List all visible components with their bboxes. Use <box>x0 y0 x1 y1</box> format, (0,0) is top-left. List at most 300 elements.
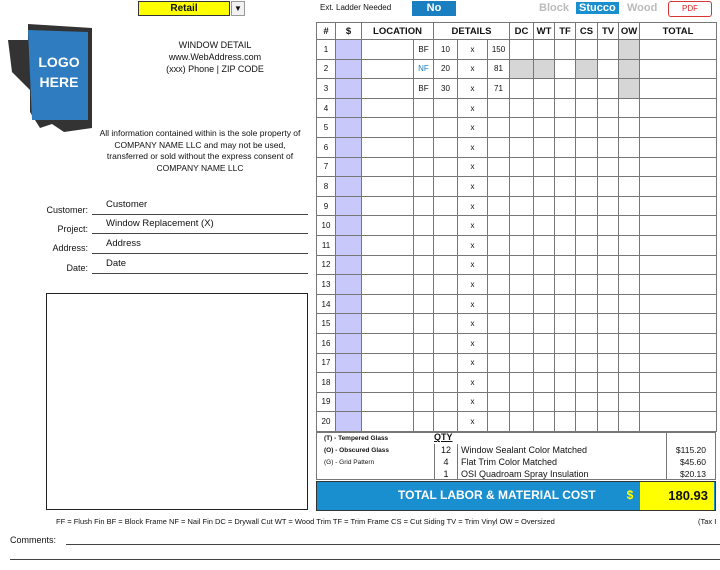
row-dc-cell <box>510 255 534 275</box>
row-number[interactable]: 17 <box>317 353 336 373</box>
row-frame-type[interactable] <box>414 373 434 393</box>
row-location-cell <box>362 235 414 255</box>
row-height[interactable]: 81 <box>488 59 510 79</box>
disclaimer-text: All information contained within is the sole property of COMPANY NAME LLC and may not be used, transferred or sold without the express consent of COMPANY NAME LLC <box>99 128 301 173</box>
row-location-cell <box>362 137 414 157</box>
material-block-option[interactable]: Block <box>539 2 569 14</box>
col-header-dollar: $ <box>336 23 362 40</box>
row-x-sep[interactable]: x <box>458 137 488 157</box>
row-width[interactable] <box>434 216 458 236</box>
row-total-cell <box>640 59 717 79</box>
table-row <box>317 59 717 79</box>
table-row <box>317 157 717 177</box>
row-number[interactable]: 3 <box>317 79 336 99</box>
address-field[interactable]: Address <box>92 235 308 254</box>
row-frame-type[interactable] <box>414 314 434 334</box>
row-wt-cell <box>534 275 555 295</box>
row-height[interactable] <box>488 275 510 295</box>
table-row <box>317 177 717 197</box>
col-header-dc: DC <box>510 23 534 40</box>
row-wt-cell <box>534 98 555 118</box>
row-dc-cell <box>510 98 534 118</box>
row-tf-cell <box>555 373 576 393</box>
row-dollar-cell[interactable] <box>336 314 362 334</box>
table-row <box>317 196 717 216</box>
row-tf-cell <box>555 137 576 157</box>
row-location-cell <box>362 373 414 393</box>
row-dc-cell <box>510 137 534 157</box>
col-header-location: LOCATION <box>362 23 434 40</box>
row-number[interactable]: 8 <box>317 177 336 197</box>
row-x-sep[interactable]: x <box>458 353 488 373</box>
row-ow-cell <box>619 412 640 432</box>
table-row <box>317 216 717 236</box>
row-height[interactable] <box>488 373 510 393</box>
project-field[interactable]: Window Replacement (X) <box>92 215 308 234</box>
table-row <box>317 314 717 334</box>
row-number[interactable]: 4 <box>317 98 336 118</box>
row-tf-cell <box>555 40 576 60</box>
extra-item-price: $20.13 <box>680 469 706 479</box>
row-dollar-cell[interactable] <box>336 235 362 255</box>
row-dollar-cell[interactable] <box>336 392 362 412</box>
row-wt-cell <box>534 412 555 432</box>
row-frame-type[interactable] <box>414 275 434 295</box>
row-dollar-cell[interactable] <box>336 79 362 99</box>
currency-symbol: $ <box>626 488 634 502</box>
row-number[interactable]: 13 <box>317 275 336 295</box>
row-cs-cell <box>576 373 598 393</box>
row-total-cell <box>640 353 717 373</box>
row-height[interactable] <box>488 157 510 177</box>
row-number[interactable]: 19 <box>317 392 336 412</box>
row-tv-cell <box>598 137 619 157</box>
row-dollar-cell[interactable] <box>336 333 362 353</box>
row-location-cell <box>362 353 414 373</box>
row-height[interactable] <box>488 314 510 334</box>
total-value: 180.93 <box>640 482 714 510</box>
row-frame-type[interactable] <box>414 177 434 197</box>
table-row <box>317 235 717 255</box>
row-number[interactable]: 10 <box>317 216 336 236</box>
row-dollar-cell[interactable] <box>336 40 362 60</box>
row-dollar-cell[interactable] <box>336 412 362 432</box>
row-wt-cell <box>534 196 555 216</box>
row-dollar-cell[interactable] <box>336 118 362 138</box>
row-ow-cell <box>619 216 640 236</box>
row-cs-cell <box>576 353 598 373</box>
row-number[interactable]: 14 <box>317 294 336 314</box>
row-number[interactable]: 2 <box>317 59 336 79</box>
row-location-cell <box>362 216 414 236</box>
row-x-sep[interactable]: x <box>458 196 488 216</box>
row-tv-cell <box>598 255 619 275</box>
row-frame-type[interactable] <box>414 137 434 157</box>
row-height[interactable] <box>488 196 510 216</box>
row-tv-cell <box>598 294 619 314</box>
row-dollar-cell[interactable] <box>336 98 362 118</box>
row-dollar-cell[interactable] <box>336 196 362 216</box>
row-width[interactable] <box>434 98 458 118</box>
row-location-cell <box>362 40 414 60</box>
sketch-area[interactable] <box>46 293 308 510</box>
row-dollar-cell[interactable] <box>336 353 362 373</box>
row-location-cell <box>362 255 414 275</box>
row-tv-cell <box>598 196 619 216</box>
extra-item-name: OSI Quadroam Spray Insulation <box>461 469 589 479</box>
col-header-total: TOTAL <box>640 23 717 40</box>
legend-tempered: (T) - Tempered Glass <box>324 435 389 442</box>
row-width[interactable] <box>434 177 458 197</box>
row-tf-cell <box>555 294 576 314</box>
row-x-sep[interactable]: x <box>458 59 488 79</box>
row-total-cell <box>640 79 717 99</box>
row-height[interactable] <box>488 392 510 412</box>
row-wt-cell <box>534 177 555 197</box>
row-location-cell <box>362 177 414 197</box>
row-width[interactable] <box>434 412 458 432</box>
col-header-tv: TV <box>598 23 619 40</box>
row-tf-cell <box>555 412 576 432</box>
row-height[interactable] <box>488 255 510 275</box>
row-ow-cell <box>619 353 640 373</box>
row-frame-type[interactable]: BF <box>414 79 434 99</box>
row-dc-cell <box>510 235 534 255</box>
row-number[interactable]: 18 <box>317 373 336 393</box>
row-frame-type[interactable] <box>414 255 434 275</box>
row-number[interactable]: 15 <box>317 314 336 334</box>
row-dc-cell <box>510 40 534 60</box>
col-header-tf: TF <box>555 23 576 40</box>
row-width[interactable]: 20 <box>434 59 458 79</box>
row-number[interactable]: 6 <box>317 137 336 157</box>
row-frame-type[interactable] <box>414 196 434 216</box>
row-cs-cell <box>576 216 598 236</box>
row-number[interactable]: 7 <box>317 157 336 177</box>
row-total-cell <box>640 294 717 314</box>
row-number[interactable]: 5 <box>317 118 336 138</box>
row-height[interactable] <box>488 412 510 432</box>
row-tf-cell <box>555 333 576 353</box>
comments-line-2[interactable] <box>10 559 720 560</box>
row-x-sep[interactable]: x <box>458 157 488 177</box>
row-frame-type[interactable] <box>414 216 434 236</box>
row-width[interactable]: 30 <box>434 79 458 99</box>
row-x-sep[interactable]: x <box>458 216 488 236</box>
row-location-cell <box>362 157 414 177</box>
row-tf-cell <box>555 235 576 255</box>
row-dollar-cell[interactable] <box>336 177 362 197</box>
row-tv-cell <box>598 314 619 334</box>
row-x-sep[interactable]: x <box>458 118 488 138</box>
row-location-cell <box>362 59 414 79</box>
table-row <box>317 412 717 432</box>
row-number[interactable]: 12 <box>317 255 336 275</box>
qty-value[interactable]: 1 <box>443 469 449 479</box>
row-number[interactable]: 20 <box>317 412 336 432</box>
row-tv-cell <box>598 392 619 412</box>
row-x-sep[interactable]: x <box>458 373 488 393</box>
row-wt-cell <box>534 314 555 334</box>
row-ow-cell <box>619 98 640 118</box>
col-header-number: # <box>317 23 336 40</box>
customer-label: Customer: <box>46 205 88 215</box>
row-location-cell <box>362 196 414 216</box>
col-header-details: DETAILS <box>434 23 510 40</box>
col-header-wt: WT <box>534 23 555 40</box>
row-tf-cell <box>555 314 576 334</box>
row-dollar-cell[interactable] <box>336 275 362 295</box>
row-height[interactable]: 150 <box>488 40 510 60</box>
row-tv-cell <box>598 40 619 60</box>
row-cs-cell <box>576 40 598 60</box>
row-dollar-cell[interactable] <box>336 137 362 157</box>
row-width[interactable] <box>434 118 458 138</box>
table-row <box>317 294 717 314</box>
row-height[interactable] <box>488 137 510 157</box>
comments-label: Comments: <box>10 535 57 545</box>
pricing-mode-select[interactable]: Retail <box>138 1 230 16</box>
row-cs-cell <box>576 79 598 99</box>
row-width[interactable] <box>434 137 458 157</box>
row-cs-cell <box>576 59 598 79</box>
address-label: Address: <box>52 243 88 253</box>
row-width[interactable] <box>434 314 458 334</box>
row-frame-type[interactable]: BF <box>414 40 434 60</box>
row-cs-cell <box>576 314 598 334</box>
extra-item-price: $115.20 <box>675 445 706 455</box>
row-wt-cell <box>534 294 555 314</box>
row-cs-cell <box>576 275 598 295</box>
qty-value[interactable]: 4 <box>443 457 449 467</box>
row-total-cell <box>640 235 717 255</box>
row-ow-cell <box>619 137 640 157</box>
row-frame-type[interactable] <box>414 412 434 432</box>
row-wt-cell <box>534 353 555 373</box>
extra-item-name: Window Sealant Color Matched <box>461 445 588 455</box>
row-tf-cell <box>555 177 576 197</box>
row-tf-cell <box>555 392 576 412</box>
row-cs-cell <box>576 294 598 314</box>
row-total-cell <box>640 333 717 353</box>
row-total-cell <box>640 157 717 177</box>
row-dc-cell <box>510 216 534 236</box>
row-ow-cell <box>619 392 640 412</box>
row-width[interactable] <box>434 373 458 393</box>
row-cs-cell <box>576 235 598 255</box>
row-tv-cell <box>598 157 619 177</box>
row-total-cell <box>640 314 717 334</box>
row-cs-cell <box>576 333 598 353</box>
row-width[interactable] <box>434 235 458 255</box>
material-wood-option[interactable]: Wood <box>627 2 658 14</box>
row-frame-type[interactable] <box>414 118 434 138</box>
row-frame-type[interactable] <box>414 157 434 177</box>
row-total-cell <box>640 196 717 216</box>
company-phone: (xxx) Phone | ZIP CODE <box>166 64 264 74</box>
row-location-cell <box>362 392 414 412</box>
row-total-cell <box>640 177 717 197</box>
row-height[interactable] <box>488 333 510 353</box>
row-dollar-cell[interactable] <box>336 59 362 79</box>
row-ow-cell <box>619 294 640 314</box>
company-header <box>130 39 300 75</box>
table-row <box>317 333 717 353</box>
ladder-toggle[interactable]: No <box>412 1 456 16</box>
row-tv-cell <box>598 353 619 373</box>
row-tv-cell <box>598 275 619 295</box>
row-dc-cell <box>510 412 534 432</box>
row-height[interactable] <box>488 177 510 197</box>
qty-value[interactable]: 12 <box>440 445 451 455</box>
company-web: www.WebAddress.com <box>168 52 262 62</box>
row-x-sep[interactable]: x <box>458 255 488 275</box>
row-tv-cell <box>598 79 619 99</box>
row-x-sep[interactable]: x <box>458 235 488 255</box>
row-ow-cell <box>619 40 640 60</box>
row-frame-type[interactable] <box>414 392 434 412</box>
table-header-row <box>317 23 717 40</box>
row-cs-cell <box>576 412 598 432</box>
comments-field[interactable] <box>66 544 720 545</box>
row-height[interactable]: 71 <box>488 79 510 99</box>
table-row <box>317 98 717 118</box>
row-width[interactable]: 10 <box>434 40 458 60</box>
row-frame-type[interactable] <box>414 235 434 255</box>
row-location-cell <box>362 98 414 118</box>
row-wt-cell <box>534 157 555 177</box>
window-detail-table <box>316 22 717 432</box>
row-height[interactable] <box>488 235 510 255</box>
table-row <box>317 40 717 60</box>
row-tf-cell <box>555 98 576 118</box>
row-x-sep[interactable]: x <box>458 412 488 432</box>
row-number[interactable]: 1 <box>317 40 336 60</box>
row-frame-type[interactable] <box>414 333 434 353</box>
row-dollar-cell[interactable] <box>336 216 362 236</box>
row-frame-type[interactable] <box>414 294 434 314</box>
row-cs-cell <box>576 177 598 197</box>
qty-header: QTY <box>434 432 453 442</box>
date-field[interactable]: Date <box>92 255 308 274</box>
row-width[interactable] <box>434 196 458 216</box>
row-location-cell <box>362 314 414 334</box>
row-total-cell <box>640 275 717 295</box>
row-x-sep[interactable]: x <box>458 177 488 197</box>
row-dollar-cell[interactable] <box>336 255 362 275</box>
row-wt-cell <box>534 59 555 79</box>
row-tf-cell <box>555 59 576 79</box>
row-ow-cell <box>619 235 640 255</box>
row-ow-cell <box>619 333 640 353</box>
row-wt-cell <box>534 333 555 353</box>
row-x-sep[interactable]: x <box>458 314 488 334</box>
row-dollar-cell[interactable] <box>336 157 362 177</box>
row-wt-cell <box>534 235 555 255</box>
row-number[interactable]: 16 <box>317 333 336 353</box>
row-tf-cell <box>555 216 576 236</box>
row-dc-cell <box>510 294 534 314</box>
row-wt-cell <box>534 137 555 157</box>
row-total-cell <box>640 412 717 432</box>
row-ow-cell <box>619 59 640 79</box>
row-width[interactable] <box>434 255 458 275</box>
row-dc-cell <box>510 79 534 99</box>
row-total-cell <box>640 373 717 393</box>
row-x-sep[interactable]: x <box>458 333 488 353</box>
row-wt-cell <box>534 255 555 275</box>
row-dc-cell <box>510 118 534 138</box>
row-cs-cell <box>576 137 598 157</box>
row-tv-cell <box>598 98 619 118</box>
row-tf-cell <box>555 353 576 373</box>
row-tv-cell <box>598 333 619 353</box>
row-total-cell <box>640 137 717 157</box>
row-number[interactable]: 11 <box>317 235 336 255</box>
row-location-cell <box>362 118 414 138</box>
row-frame-type[interactable]: NF <box>414 59 434 79</box>
row-height[interactable] <box>488 98 510 118</box>
row-x-sep[interactable]: x <box>458 275 488 295</box>
logo-text: LOGO HERE <box>38 54 80 90</box>
row-width[interactable] <box>434 392 458 412</box>
row-dollar-cell[interactable] <box>336 294 362 314</box>
row-dc-cell <box>510 314 534 334</box>
row-cs-cell <box>576 392 598 412</box>
row-x-sep[interactable]: x <box>458 79 488 99</box>
row-cs-cell <box>576 98 598 118</box>
row-ow-cell <box>619 255 640 275</box>
project-label: Project: <box>57 224 88 234</box>
material-stucco-option[interactable]: Stucco <box>576 2 619 14</box>
pdf-button[interactable]: PDF <box>668 1 712 17</box>
row-dc-cell <box>510 157 534 177</box>
row-dc-cell <box>510 373 534 393</box>
table-row <box>317 373 717 393</box>
row-width[interactable] <box>434 333 458 353</box>
extra-item-name: Flat Trim Color Matched <box>461 457 558 467</box>
table-row <box>317 275 717 295</box>
row-x-sep[interactable]: x <box>458 294 488 314</box>
row-number[interactable]: 9 <box>317 196 336 216</box>
row-ow-cell <box>619 314 640 334</box>
row-dollar-cell[interactable] <box>336 373 362 393</box>
row-height[interactable] <box>488 118 510 138</box>
row-frame-type[interactable] <box>414 353 434 373</box>
row-height[interactable] <box>488 216 510 236</box>
row-width[interactable] <box>434 275 458 295</box>
row-dc-cell <box>510 177 534 197</box>
row-tf-cell <box>555 275 576 295</box>
col-header-cs: CS <box>576 23 598 40</box>
row-wt-cell <box>534 373 555 393</box>
row-dc-cell <box>510 333 534 353</box>
row-tv-cell <box>598 177 619 197</box>
row-height[interactable] <box>488 294 510 314</box>
row-location-cell <box>362 333 414 353</box>
chevron-down-icon[interactable]: ▼ <box>231 1 245 16</box>
row-frame-type[interactable] <box>414 98 434 118</box>
row-width[interactable] <box>434 157 458 177</box>
customer-field[interactable]: Customer <box>92 196 308 215</box>
row-x-sep[interactable]: x <box>458 40 488 60</box>
row-x-sep[interactable]: x <box>458 98 488 118</box>
row-height[interactable] <box>488 353 510 373</box>
tax-note: (Tax I <box>698 517 717 526</box>
row-width[interactable] <box>434 353 458 373</box>
row-x-sep[interactable]: x <box>458 392 488 412</box>
row-width[interactable] <box>434 294 458 314</box>
